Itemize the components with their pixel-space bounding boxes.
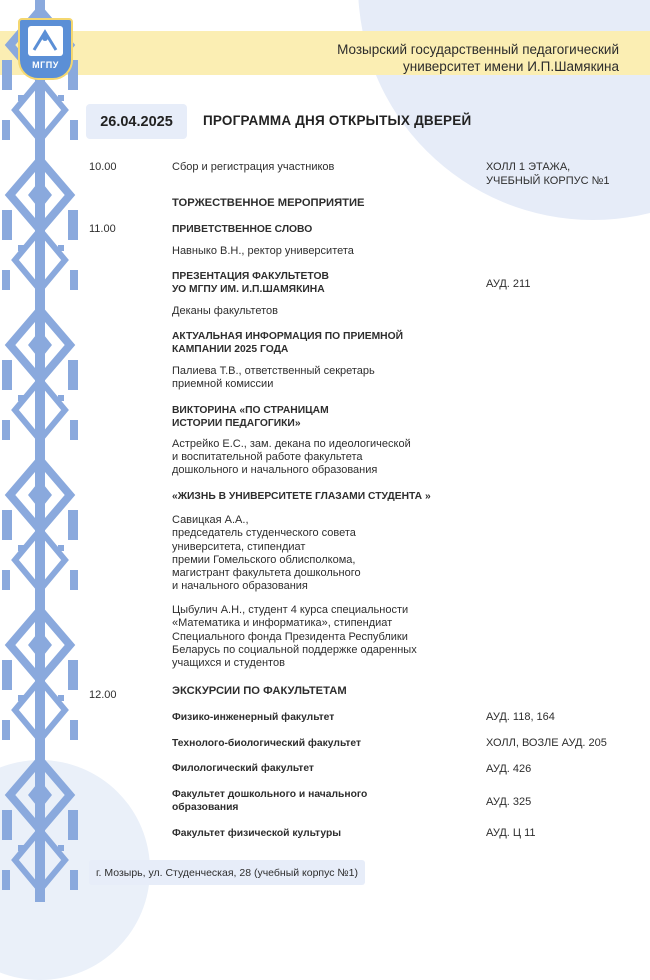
life-speaker1-line5: магистрант факультета дошкольного [172,567,361,579]
life-speaker2-line2: «Математика и информатика», стипендиат [172,617,393,629]
university-name-line1: Мозырский государственный педагогический [337,42,619,57]
admission-title-line1: АКТУАЛЬНАЯ ИНФОРМАЦИЯ ПО ПРИЕМНОЙ [172,331,404,342]
ceremony-title: ТОРЖЕСТВЕННОЕ МЕРОПРИЯТИЕ [172,197,365,209]
ceremony-time: 11.00 [89,223,116,235]
life-speaker2-line5: учащихся и студентов [172,657,285,669]
quiz-speaker-line2: и воспитательной работе факультета [172,451,363,463]
excursion-location: АУД. 325 [486,796,532,808]
life-speaker1-line6: и начального образования [172,580,308,592]
event-date: 26.04.2025 [86,104,187,139]
excursion-location: ХОЛЛ, ВОЗЛЕ АУД. 205 [486,737,607,749]
excursion-name: Факультет физической культуры [172,828,342,839]
ornament-border [0,0,85,902]
registration-location-line1: ХОЛЛ 1 ЭТАЖА, [486,161,571,173]
university-logo [18,18,73,80]
excursions-time: 12.00 [89,689,117,701]
excursion-name: Технолого-биологический факультет [172,738,362,749]
admission-speaker-line2: приемной комиссии [172,378,274,390]
life-speaker2-line1: Цыбулич А.Н., студент 4 курса специальности [172,604,409,616]
ceremony-location: АУД. 211 [486,278,531,290]
greeting-speaker: Навныко В.Н., ректор университета [172,245,354,257]
registration-text: Сбор и регистрация участников [172,161,335,173]
faculties-title-line2: УО МГПУ ИМ. И.П.ШАМЯКИНА [172,284,325,295]
greeting-title: ПРИВЕТСТВЕННОЕ СЛОВО [172,224,313,235]
life-speaker2-line3: Специального фонда Президента Республики [172,631,408,643]
life-title: «ЖИЗНЬ В УНИВЕРСИТЕТЕ ГЛАЗАМИ СТУДЕНТА » [172,491,431,502]
excursion-location: АУД. 426 [486,763,532,775]
excursion-location: АУД. 118, 164 [486,711,555,723]
life-speaker1-line2: председатель студенческого совета [172,527,356,539]
faculties-speaker: Деканы факультетов [172,305,278,317]
quiz-title-line1: ВИКТОРИНА «ПО СТРАНИЦАМ [172,405,329,416]
excursion-name-line2: образования [172,802,239,813]
faculties-title-line1: ПРЕЗЕНТАЦИЯ ФАКУЛЬТЕТОВ [172,271,329,282]
life-speaker1-line4: премии Гомельского облисполкома, [172,554,356,566]
registration-time: 10.00 [89,161,117,173]
footer-address: г. Мозырь, ул. Студенческая, 28 (учебный корпус №1) [89,860,365,885]
excursion-name: Филологический факультет [172,763,314,774]
registration-location-line2: УЧЕБНЫЙ КОРПУС №1 [486,175,610,187]
program-title: ПРОГРАММА ДНЯ ОТКРЫТЫХ ДВЕРЕЙ [203,113,472,128]
admission-title-line2: КАМПАНИИ 2025 ГОДА [172,344,289,355]
life-speaker1-line3: университета, стипендиат [172,541,306,553]
logo-emblem-icon [28,26,63,56]
admission-speaker-line1: Палиева Т.В., ответственный секретарь [172,365,375,377]
excursion-name-line1: Факультет дошкольного и начального [172,789,368,800]
life-speaker2-line4: Беларусь по социальной поддержке одаренных [172,644,417,656]
quiz-speaker-line1: Астрейко Е.С., зам. декана по идеологической [172,438,411,450]
excursion-location: АУД. Ц 11 [486,827,536,839]
excursions-title: ЭКСКУРСИИ ПО ФАКУЛЬТЕТАМ [172,685,347,697]
life-speaker1-line1: Савицкая А.А., [172,514,249,526]
quiz-speaker-line3: дошкольного и начального образования [172,464,378,476]
quiz-title-line2: ИСТОРИИ ПЕДАГОГИКИ» [172,418,301,429]
university-name [337,41,619,75]
logo-text: МГПУ [32,60,59,70]
university-name-line2: университет имени И.П.Шамякина [403,59,619,74]
excursion-name: Физико-инженерный факультет [172,712,335,723]
